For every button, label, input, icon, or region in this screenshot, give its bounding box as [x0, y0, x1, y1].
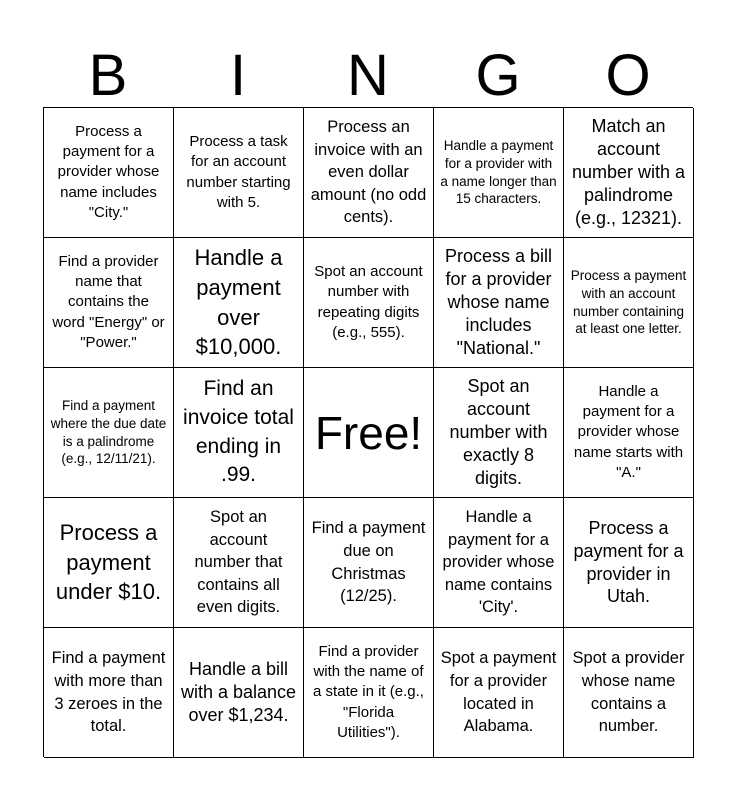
- cell-text: Match an account number with a palindrome (e.g., 12321).: [571, 116, 686, 228]
- cell-text: Find a provider name that contains the word "Energy" or "Power.": [52, 252, 165, 351]
- bingo-cell-r4-c4[interactable]: [434, 498, 564, 628]
- bingo-cell-r3-c4[interactable]: [434, 368, 564, 498]
- bingo-cell-r1-c5[interactable]: [564, 108, 694, 238]
- cell-text: Process a payment for a provider whose name includes "City.": [57, 122, 160, 221]
- bingo-cell-r2-c1[interactable]: [44, 238, 174, 368]
- cell-text: Find an invoice total ending in .99.: [183, 376, 294, 487]
- bingo-cell-free[interactable]: [304, 368, 434, 498]
- cell-text: Process a payment under $10.: [55, 519, 162, 605]
- bingo-cell-r4-c5[interactable]: [564, 498, 694, 628]
- bingo-cell-r4-c1[interactable]: [44, 498, 174, 628]
- cell-text: Process a payment with an account number containing at least one letter.: [570, 267, 687, 337]
- cell-text: Handle a payment for a provider whose name contains 'City'.: [442, 508, 555, 617]
- bingo-cell-r4-c3[interactable]: [304, 498, 434, 628]
- cell-text: Spot a provider whose name contains a number.: [572, 649, 685, 736]
- bingo-cell-r3-c1[interactable]: [44, 368, 174, 498]
- free-space-label: Free!: [314, 406, 423, 459]
- bingo-cell-r2-c2[interactable]: [174, 238, 304, 368]
- cell-text: Find a payment due on Christmas (12/25).: [311, 519, 426, 606]
- cell-text: Process an invoice with an even dollar amount (no odd cents).: [310, 118, 427, 227]
- cell-text: Spot an account number with repeating digits (e.g., 555).: [314, 263, 423, 341]
- bingo-cell-r5-c3[interactable]: [304, 628, 434, 758]
- cell-text: Spot a payment for a provider located in Alabama.: [440, 649, 557, 736]
- bingo-cell-r5-c1[interactable]: [44, 628, 174, 758]
- bingo-board: [43, 107, 693, 757]
- bingo-cell-r5-c2[interactable]: [174, 628, 304, 758]
- bingo-cell-r1-c3[interactable]: [304, 108, 434, 238]
- bingo-cell-r2-c5[interactable]: [564, 238, 694, 368]
- cell-text: Handle a payment for a provider whose name starts with "A.": [573, 382, 684, 481]
- header-letter-i: I: [229, 43, 247, 108]
- bingo-cell-r2-c3[interactable]: [304, 238, 434, 368]
- cell-text: Process a task for an account number starting with 5.: [186, 133, 291, 211]
- cell-text: Handle a payment for a provider with a name longer than 15 characters.: [440, 137, 557, 207]
- bingo-cell-r1-c2[interactable]: [174, 108, 304, 238]
- bingo-cell-r2-c4[interactable]: [434, 238, 564, 368]
- bingo-cell-r1-c1[interactable]: [44, 108, 174, 238]
- header-letter-b: B: [88, 43, 128, 108]
- header-letter-o: O: [605, 43, 651, 108]
- bingo-cell-r5-c5[interactable]: [564, 628, 694, 758]
- header-letter-g: G: [475, 43, 521, 108]
- bingo-cell-r3-c5[interactable]: [564, 368, 694, 498]
- cell-text: Handle a payment over $10,000.: [194, 244, 283, 360]
- cell-text: Spot an account number that contains all even digits.: [194, 508, 283, 617]
- bingo-cell-r5-c4[interactable]: [434, 628, 564, 758]
- bingo-cell-r4-c2[interactable]: [174, 498, 304, 628]
- bingo-cell-r3-c2[interactable]: [174, 368, 304, 498]
- cell-text: Find a payment with more than 3 zeroes in the total.: [51, 649, 166, 736]
- bingo-header: [43, 44, 693, 108]
- cell-text: Spot an account number with exactly 8 digits.: [449, 376, 548, 488]
- cell-text: Handle a bill with a balance over $1,234.: [180, 659, 297, 725]
- header-letter-n: N: [347, 43, 389, 108]
- cell-text: Process a bill for a provider whose name includes "National.": [444, 246, 553, 358]
- cell-text: Find a provider with the name of a state in it (e.g., "Florida Utilities").: [313, 642, 424, 741]
- cell-text: Find a payment where the due date is a palindrome (e.g., 12/11/21).: [50, 397, 167, 467]
- cell-text: Process a payment for a provider in Utah.: [573, 517, 684, 607]
- bingo-cell-r1-c4[interactable]: [434, 108, 564, 238]
